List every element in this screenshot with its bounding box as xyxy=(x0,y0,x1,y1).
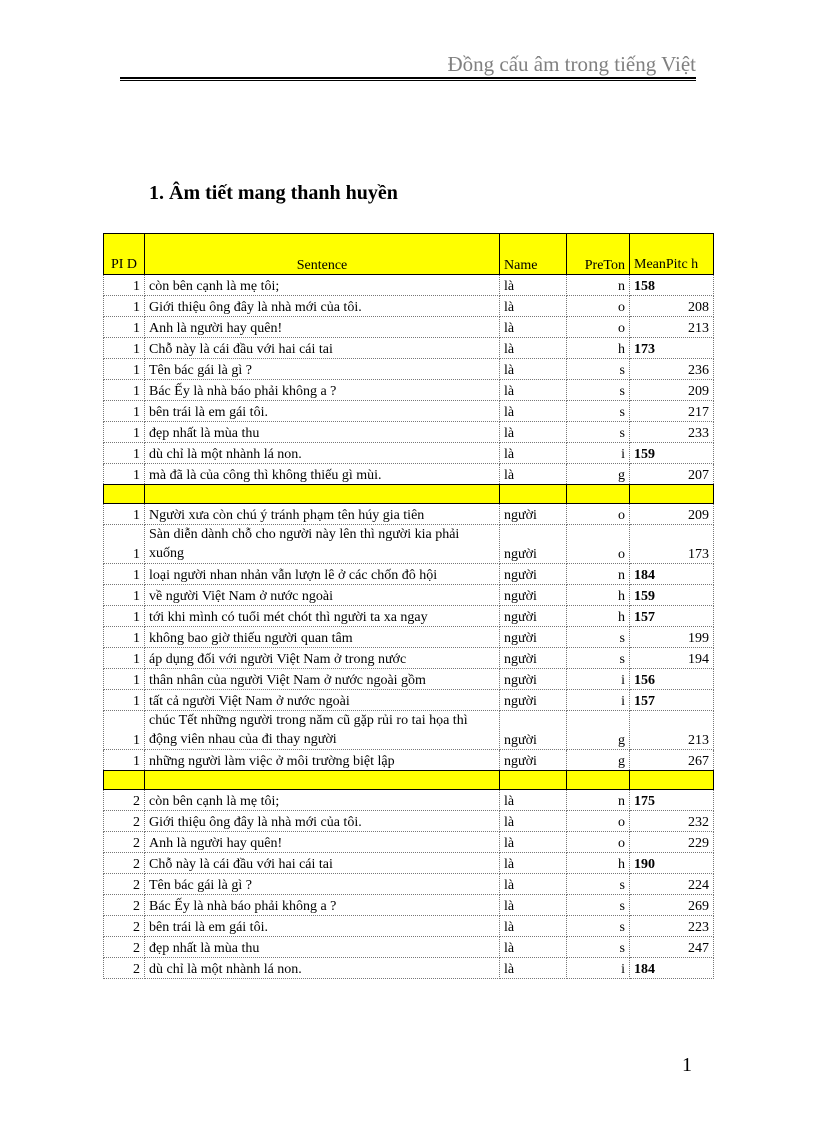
group-separator-row xyxy=(104,771,714,790)
cell-sentence: về người Việt Nam ở nước ngoài xyxy=(145,585,500,606)
table-row xyxy=(104,464,714,485)
cell-preton: o xyxy=(567,832,630,853)
cell-pid: 1 xyxy=(104,648,145,669)
table-row xyxy=(104,811,714,832)
table-row xyxy=(104,564,714,585)
cell-sentence: bên trái là em gái tôi. xyxy=(145,401,500,422)
cell-name: là xyxy=(500,916,567,937)
cell-name: là xyxy=(500,895,567,916)
cell-name: người xyxy=(500,585,567,606)
cell-meanpitch: 157 xyxy=(630,606,714,627)
table-row xyxy=(104,853,714,874)
cell-meanpitch: 224 xyxy=(630,874,714,895)
cell-sentence: loại người nhan nhản vẫn lượn lê ở các chốn đô hội xyxy=(145,564,500,585)
cell-preton: g xyxy=(567,750,630,771)
cell-name: là xyxy=(500,443,567,464)
cell-pid: 1 xyxy=(104,606,145,627)
cell-preton: s xyxy=(567,422,630,443)
cell-sentence: đẹp nhất là mùa thu xyxy=(145,422,500,443)
cell-preton: i xyxy=(567,669,630,690)
cell-sentence: tất cả người Việt Nam ở nước ngoài xyxy=(145,690,500,711)
cell-pid: 1 xyxy=(104,380,145,401)
cell-name: là xyxy=(500,958,567,979)
table-row xyxy=(104,585,714,606)
cell-pid: 2 xyxy=(104,958,145,979)
cell-name: là xyxy=(500,359,567,380)
separator-cell xyxy=(567,771,630,790)
cell-meanpitch: 190 xyxy=(630,853,714,874)
table-row xyxy=(104,401,714,422)
cell-sentence: tới khi mình có tuổi mét chót thì người ta xa ngay xyxy=(145,606,500,627)
separator-cell xyxy=(630,771,714,790)
cell-meanpitch: 207 xyxy=(630,464,714,485)
cell-meanpitch: 157 xyxy=(630,690,714,711)
cell-meanpitch: 159 xyxy=(630,585,714,606)
cell-sentence: áp dụng đối với người Việt Nam ở trong nước xyxy=(145,648,500,669)
cell-sentence: Giới thiệu ông đây là nhà mới của tôi. xyxy=(145,296,500,317)
table-row xyxy=(104,359,714,380)
cell-name: người xyxy=(500,750,567,771)
cell-pid: 1 xyxy=(104,504,145,525)
table-row xyxy=(104,895,714,916)
cell-meanpitch: 236 xyxy=(630,359,714,380)
cell-pid: 1 xyxy=(104,750,145,771)
cell-meanpitch: 213 xyxy=(630,711,714,750)
cell-preton: s xyxy=(567,627,630,648)
cell-sentence: Bác Ếy là nhà báo phải không a ? xyxy=(145,380,500,401)
cell-name: người xyxy=(500,669,567,690)
cell-sentence: Anh là người hay quên! xyxy=(145,317,500,338)
cell-name: là xyxy=(500,874,567,895)
col-header-preton: PreTon xyxy=(567,234,630,275)
cell-meanpitch: 194 xyxy=(630,648,714,669)
table-row xyxy=(104,958,714,979)
table-row xyxy=(104,916,714,937)
cell-pid: 2 xyxy=(104,895,145,916)
cell-preton: s xyxy=(567,895,630,916)
cell-name: là xyxy=(500,380,567,401)
cell-preton: h xyxy=(567,853,630,874)
cell-preton: n xyxy=(567,564,630,585)
table-row xyxy=(104,627,714,648)
cell-sentence: bên trái là em gái tôi. xyxy=(145,916,500,937)
cell-pid: 2 xyxy=(104,853,145,874)
table-row xyxy=(104,504,714,525)
cell-meanpitch: 175 xyxy=(630,790,714,811)
table-row xyxy=(104,874,714,895)
cell-sentence: Chỗ này là cái đầu với hai cái tai xyxy=(145,338,500,359)
cell-pid: 2 xyxy=(104,790,145,811)
table-header-row xyxy=(104,234,714,275)
cell-name: người xyxy=(500,690,567,711)
cell-sentence: còn bên cạnh là mẹ tôi; xyxy=(145,790,500,811)
table-row xyxy=(104,422,714,443)
separator-cell xyxy=(145,485,500,504)
cell-name: người xyxy=(500,606,567,627)
cell-meanpitch: 213 xyxy=(630,317,714,338)
cell-pid: 1 xyxy=(104,296,145,317)
cell-sentence: không bao giờ thiếu người quan tâm xyxy=(145,627,500,648)
cell-sentence: Người xưa còn chú ý tránh phạm tên húy gia tiên xyxy=(145,504,500,525)
cell-preton: h xyxy=(567,338,630,359)
cell-sentence: Bác Ếy là nhà báo phải không a ? xyxy=(145,895,500,916)
table-row xyxy=(104,606,714,627)
cell-sentence: thân nhân của người Việt Nam ở nước ngoài gồm xyxy=(145,669,500,690)
cell-name: là xyxy=(500,832,567,853)
cell-pid: 1 xyxy=(104,317,145,338)
cell-preton: h xyxy=(567,585,630,606)
table-row xyxy=(104,275,714,296)
table-row xyxy=(104,338,714,359)
cell-preton: o xyxy=(567,811,630,832)
cell-name: là xyxy=(500,790,567,811)
cell-sentence: dù chỉ là một nhành lá non. xyxy=(145,443,500,464)
cell-name: là xyxy=(500,937,567,958)
cell-meanpitch: 184 xyxy=(630,958,714,979)
cell-pid: 2 xyxy=(104,916,145,937)
table-row xyxy=(104,937,714,958)
cell-meanpitch: 217 xyxy=(630,401,714,422)
section-heading: 1. Âm tiết mang thanh huyền xyxy=(149,182,398,204)
cell-preton: g xyxy=(567,711,630,750)
cell-preton: o xyxy=(567,317,630,338)
table-row xyxy=(104,296,714,317)
cell-name: là xyxy=(500,422,567,443)
cell-pid: 2 xyxy=(104,832,145,853)
header-rule-thin xyxy=(120,80,696,81)
separator-cell xyxy=(104,485,145,504)
table-row xyxy=(104,690,714,711)
cell-sentence: Anh là người hay quên! xyxy=(145,832,500,853)
cell-preton: s xyxy=(567,359,630,380)
col-header-name: Name xyxy=(500,234,567,275)
cell-meanpitch: 232 xyxy=(630,811,714,832)
cell-pid: 1 xyxy=(104,564,145,585)
cell-preton: s xyxy=(567,380,630,401)
group-separator-row xyxy=(104,485,714,504)
cell-name: người xyxy=(500,627,567,648)
cell-pid: 1 xyxy=(104,525,145,564)
cell-sentence: dù chỉ là một nhành lá non. xyxy=(145,958,500,979)
cell-meanpitch: 233 xyxy=(630,422,714,443)
cell-meanpitch: 269 xyxy=(630,895,714,916)
cell-pid: 1 xyxy=(104,627,145,648)
cell-meanpitch: 267 xyxy=(630,750,714,771)
cell-meanpitch: 173 xyxy=(630,338,714,359)
cell-name: là xyxy=(500,811,567,832)
cell-sentence: còn bên cạnh là mẹ tôi; xyxy=(145,275,500,296)
table-row xyxy=(104,790,714,811)
cell-preton: o xyxy=(567,504,630,525)
cell-name: người xyxy=(500,525,567,564)
cell-preton: h xyxy=(567,606,630,627)
cell-meanpitch: 209 xyxy=(630,504,714,525)
cell-preton: s xyxy=(567,401,630,422)
table-row xyxy=(104,750,714,771)
cell-name: là xyxy=(500,296,567,317)
cell-sentence: Tên bác gái là gì ? xyxy=(145,359,500,380)
cell-meanpitch: 199 xyxy=(630,627,714,648)
cell-sentence: những người làm việc ở môi trường biệt lập xyxy=(145,750,500,771)
cell-preton: n xyxy=(567,790,630,811)
cell-pid: 1 xyxy=(104,690,145,711)
cell-pid: 1 xyxy=(104,669,145,690)
cell-sentence: chúc Tết những người trong năm cũ gặp rủi ro tai họa thì động viên nhau của đi thay người xyxy=(145,711,500,750)
cell-meanpitch: 159 xyxy=(630,443,714,464)
cell-pid: 1 xyxy=(104,275,145,296)
cell-preton: i xyxy=(567,958,630,979)
cell-pid: 1 xyxy=(104,338,145,359)
cell-name: là xyxy=(500,317,567,338)
cell-name: là xyxy=(500,401,567,422)
cell-sentence: Giới thiệu ông đây là nhà mới của tôi. xyxy=(145,811,500,832)
cell-pid: 1 xyxy=(104,422,145,443)
cell-meanpitch: 209 xyxy=(630,380,714,401)
separator-cell xyxy=(104,771,145,790)
cell-pid: 1 xyxy=(104,711,145,750)
separator-cell xyxy=(500,485,567,504)
cell-name: người xyxy=(500,504,567,525)
cell-preton: n xyxy=(567,275,630,296)
cell-preton: s xyxy=(567,916,630,937)
cell-name: là xyxy=(500,275,567,296)
cell-pid: 1 xyxy=(104,359,145,380)
col-header-sentence: Sentence xyxy=(145,234,500,275)
cell-preton: i xyxy=(567,690,630,711)
table-row xyxy=(104,443,714,464)
cell-preton: g xyxy=(567,464,630,485)
cell-pid: 2 xyxy=(104,811,145,832)
cell-meanpitch: 158 xyxy=(630,275,714,296)
separator-cell xyxy=(630,485,714,504)
cell-pid: 1 xyxy=(104,443,145,464)
cell-preton: o xyxy=(567,296,630,317)
separator-cell xyxy=(145,771,500,790)
cell-meanpitch: 156 xyxy=(630,669,714,690)
cell-preton: s xyxy=(567,874,630,895)
cell-preton: s xyxy=(567,648,630,669)
cell-sentence: Tên bác gái là gì ? xyxy=(145,874,500,895)
cell-meanpitch: 229 xyxy=(630,832,714,853)
table-body xyxy=(104,275,714,979)
cell-meanpitch: 184 xyxy=(630,564,714,585)
cell-name: là xyxy=(500,464,567,485)
col-header-pid: PI D xyxy=(104,234,145,275)
cell-sentence: mà đã là của công thì không thiếu gì mùi. xyxy=(145,464,500,485)
table-row xyxy=(104,648,714,669)
cell-sentence: đẹp nhất là mùa thu xyxy=(145,937,500,958)
cell-meanpitch: 208 xyxy=(630,296,714,317)
pitch-table xyxy=(103,233,714,979)
running-header: Đồng cấu âm trong tiếng Việt xyxy=(447,52,696,76)
cell-name: người xyxy=(500,648,567,669)
table-row xyxy=(104,317,714,338)
cell-preton: s xyxy=(567,937,630,958)
header-rule-thick xyxy=(120,77,696,79)
cell-preton: o xyxy=(567,525,630,564)
cell-name: là xyxy=(500,853,567,874)
cell-name: người xyxy=(500,564,567,585)
cell-pid: 1 xyxy=(104,401,145,422)
cell-pid: 2 xyxy=(104,874,145,895)
cell-meanpitch: 223 xyxy=(630,916,714,937)
cell-pid: 1 xyxy=(104,585,145,606)
cell-pid: 2 xyxy=(104,937,145,958)
table-row xyxy=(104,525,714,564)
cell-pid: 1 xyxy=(104,464,145,485)
separator-cell xyxy=(567,485,630,504)
table-row xyxy=(104,711,714,750)
cell-name: là xyxy=(500,338,567,359)
cell-sentence: Sàn diễn dành chỗ cho người này lên thì người kia phải xuống xyxy=(145,525,500,564)
cell-meanpitch: 173 xyxy=(630,525,714,564)
separator-cell xyxy=(500,771,567,790)
table-row xyxy=(104,832,714,853)
page-number: 1 xyxy=(682,1054,692,1076)
table-row xyxy=(104,669,714,690)
table-row xyxy=(104,380,714,401)
cell-name: người xyxy=(500,711,567,750)
cell-sentence: Chỗ này là cái đầu với hai cái tai xyxy=(145,853,500,874)
cell-meanpitch: 247 xyxy=(630,937,714,958)
cell-preton: i xyxy=(567,443,630,464)
col-header-meanpitch: MeanPitc h xyxy=(630,234,714,275)
